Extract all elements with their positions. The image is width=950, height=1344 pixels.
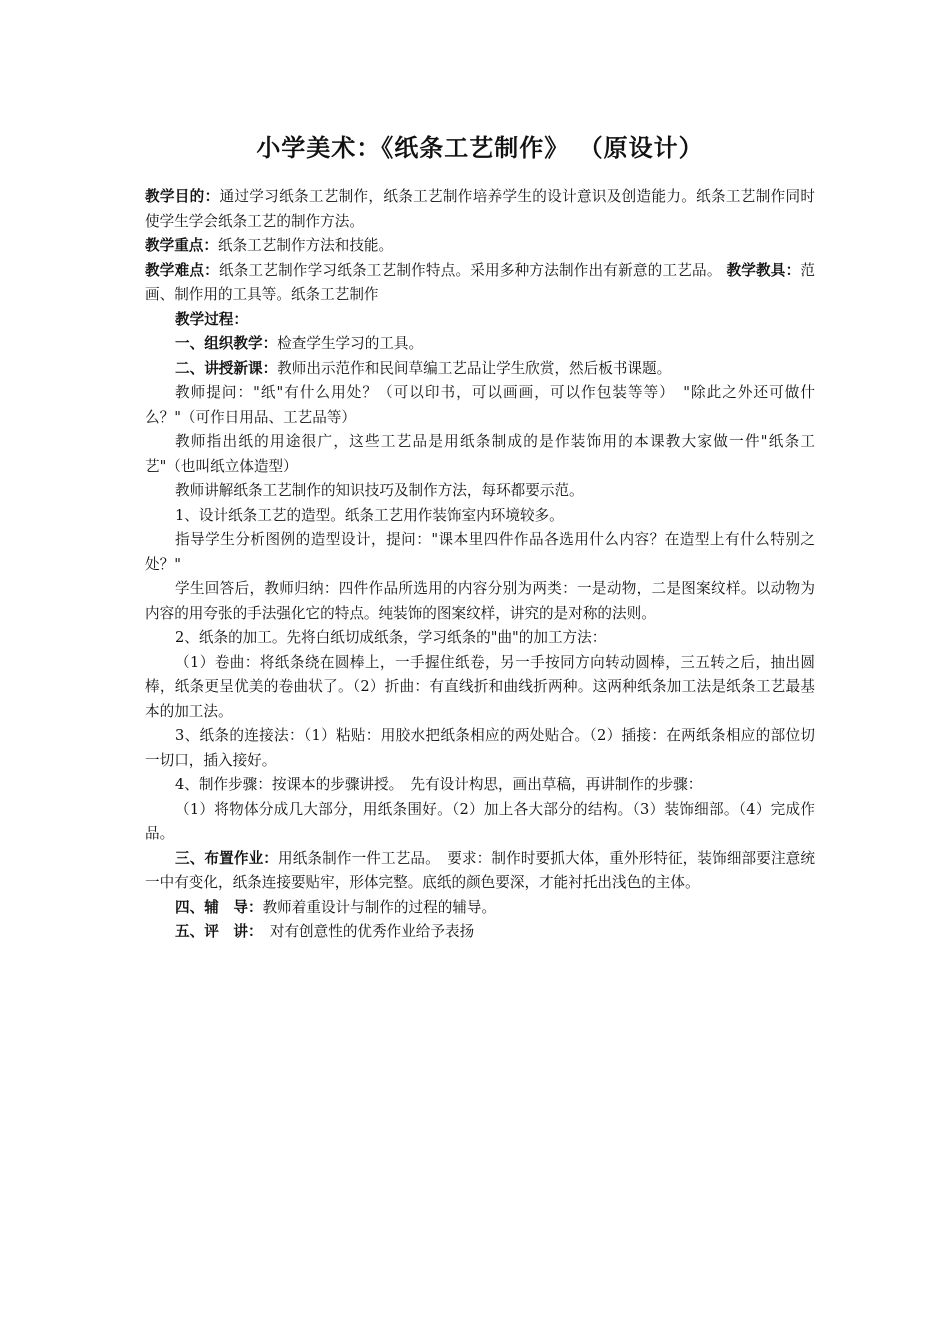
step2-text: 教师出示范作和民间草编工艺品让学生欣赏，然后板书课题。 xyxy=(277,359,672,377)
goal-text: 通过学习纸条工艺制作，纸条工艺制作培养学生的设计意识及创造能力。纸条工艺制作同时使学生学会纸条工艺的制作方法。 xyxy=(145,188,815,230)
tools-text: 范画、制作用的工具等。纸条工艺制作 xyxy=(145,261,815,303)
process-heading: 教学过程： xyxy=(175,310,248,328)
difficulty-text: 纸条工艺制作学习纸条工艺制作特点。采用多种方法制作出有新意的工艺品。 xyxy=(218,261,727,279)
body-paragraph: （1）将物体分成几大部分，用纸条围好。（2）加上各大部分的结构。（3）装饰细部。（4）完成作品。 xyxy=(145,800,815,842)
body-paragraph: 教师讲解纸条工艺制作的知识技巧及制作方法，每环都要示范。 xyxy=(175,482,584,499)
body-paragraph: 指导学生分析图例的造型设计，提问："课本里四件作品各选用什么内容？在造型上有什么特别之处？" xyxy=(145,531,815,573)
step5-text: 对有创意性的优秀作业给予表扬 xyxy=(255,923,475,940)
body-paragraph: 教师指出纸的用途很广，这些工艺品是用纸条制成的是作装饰用的本课教大家做一件"纸条工艺"（也叫纸立体造型） xyxy=(145,433,815,475)
body-paragraph: 1、设计纸条工艺的造型。纸条工艺用作装饰室内环境较多。 xyxy=(175,506,564,524)
body-paragraph: 2、纸条的加工。先将白纸切成纸条，学习纸条的"曲"的加工方法： xyxy=(175,629,607,646)
body-paragraph: （1）卷曲：将纸条绕在圆棒上，一手握住纸卷，另一手按同方向转动圆棒，三五转之后，抽出圆棒，纸条更呈优美的卷曲状了。（2）折曲：有直线折和曲线折两种。这两种纸条加工法是纸条工艺最基本的加工法。 xyxy=(145,653,815,720)
goal-paragraph xyxy=(145,185,815,234)
step3-label: 三、布置作业： xyxy=(175,849,278,867)
difficulty-paragraph xyxy=(145,259,815,308)
step5-paragraph xyxy=(145,920,815,945)
step1-paragraph xyxy=(145,332,815,357)
difficulty-label: 教学难点： xyxy=(145,261,219,279)
step3-text: 用纸条制作一件工艺品。 要求：制作时要抓大体，重外形特征，装饰细部要注意统一中有变化，纸条连接要贴牢，形体完整。底纸的颜色要深，才能衬托出浅色的主体。 xyxy=(145,849,815,891)
step5-label: 五、评 讲： xyxy=(175,923,256,940)
document-title: 小学美术：《纸条工艺制作》 （原设计） xyxy=(256,133,704,162)
body-paragraph: 3、纸条的连接法：（1）粘贴：用胶水把纸条相应的两处贴合。（2）插接：在两纸条相应的部位切一切口，插入接好。 xyxy=(145,727,815,769)
step1-label: 一、组织教学： xyxy=(175,335,278,352)
goal-label: 教学目的： xyxy=(145,188,220,205)
focus-text: 纸条工艺制作方法和技能。 xyxy=(217,237,394,254)
focus-label: 教学重点： xyxy=(145,237,218,254)
body-paragraph: 学生回答后，教师归纳：四件作品所选用的内容分别为两类：一是动物，二是图案纹样。以动物为内容的用夸张的手法强化它的特点。纯装饰的图案纹样，讲究的是对称的法则。 xyxy=(145,580,815,622)
step1-text: 检查学生学习的工具。 xyxy=(277,335,424,352)
step4-paragraph xyxy=(145,896,815,921)
document-page xyxy=(145,128,815,945)
tools-label: 教学教具： xyxy=(726,261,801,279)
focus-paragraph xyxy=(145,234,815,259)
step3-paragraph xyxy=(145,847,815,896)
step2-label: 二、讲授新课： xyxy=(175,359,278,377)
step2-paragraph xyxy=(145,357,815,382)
body-paragraph: 4、制作步骤：按课本的步骤讲授。 先有设计构思，画出草稿，再讲制作的步骤： xyxy=(175,776,703,793)
step4-text: 教师着重设计与制作的过程的辅导。 xyxy=(262,898,497,916)
step4-label: 四、辅 导： xyxy=(175,898,263,916)
body-paragraph: 教师提问："纸"有什么用处？（可以印书，可以画画，可以作包装等等） "除此之外还可做什么？"（可作日用品、工艺品等） xyxy=(145,384,815,426)
